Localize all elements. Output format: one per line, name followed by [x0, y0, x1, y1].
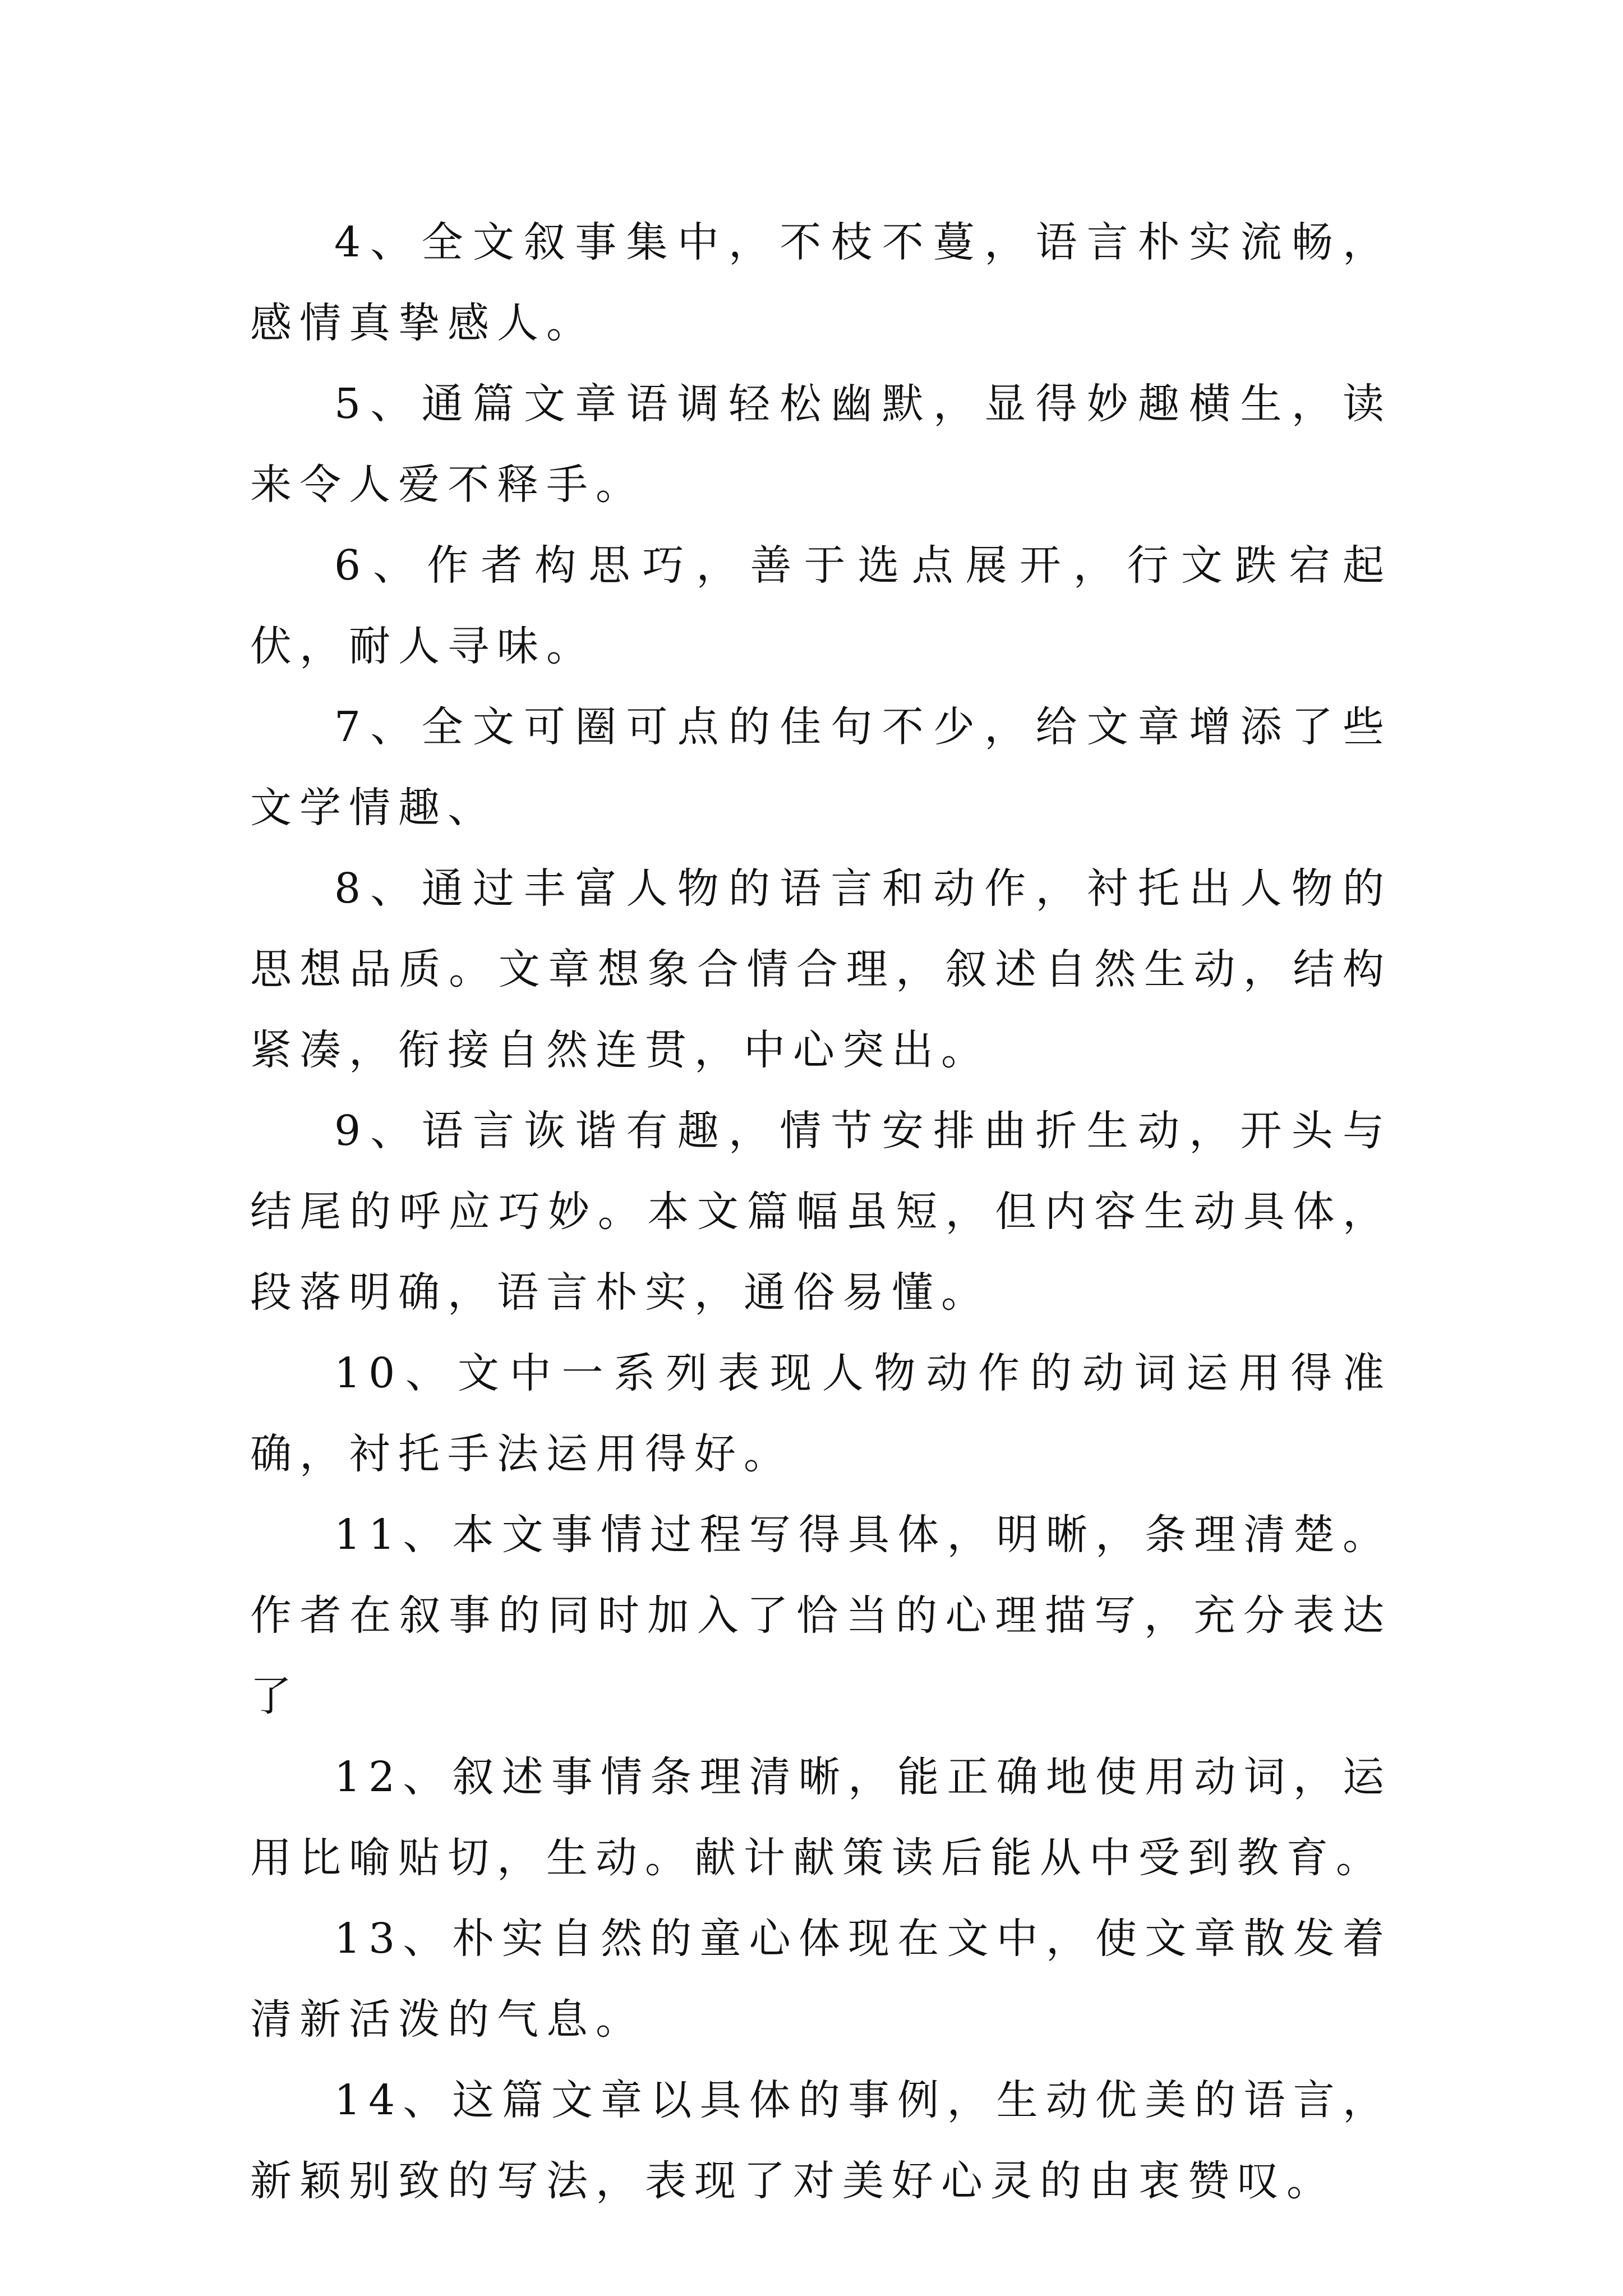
paragraph-5: 5、通篇文章语调轻松幽默，显得妙趣横生，读来令人爱不释手。 [250, 380, 1392, 509]
paragraph-9: 9、语言诙谐有趣，情节安排曲折生动，开头与结尾的呼应巧妙。本文篇幅虽短，但内容生动具体，段落明确，语言朴实，通俗易懂。 [250, 1107, 1392, 1317]
paragraph-11: 11、本文事情过程写得具体，明晰，条理清楚。作者在叙事的同时加入了恰当的心理描写，充分表达了 [250, 1511, 1392, 1720]
paragraph-4: 4、全文叙事集中，不枝不蔓，语言朴实流畅，感情真挚感人。 [250, 218, 1392, 347]
paragraph-14: 14、这篇文章以具体的事例，生动优美的语言，新颖别致的写法，表现了对美好心灵的由衷赞叹。 [250, 2076, 1392, 2205]
paragraph-7: 7、全文可圈可点的佳句不少，给文章增添了些文学情趣、 [250, 703, 1392, 832]
paragraph-12: 12、叙述事情条理清晰，能正确地使用动词，运用比喻贴切，生动。献计献策读后能从中受到教育。 [250, 1753, 1392, 1882]
document-body [250, 202, 1392, 2221]
paragraph-10: 10、文中一系列表现人物动作的动词运用得准确，衬托手法运用得好。 [250, 1349, 1392, 1478]
paragraph-8: 8、通过丰富人物的语言和动作，衬托出人物的思想品质。文章想象合情合理，叙述自然生动，结构紧凑，衔接自然连贯，中心突出。 [250, 864, 1392, 1074]
paragraph-13: 13、朴实自然的童心体现在文中，使文章散发着清新活泼的气息。 [250, 1915, 1392, 2044]
paragraph-6: 6、作者构思巧，善于选点展开，行文跌宕起伏，耐人寻味。 [250, 541, 1392, 670]
